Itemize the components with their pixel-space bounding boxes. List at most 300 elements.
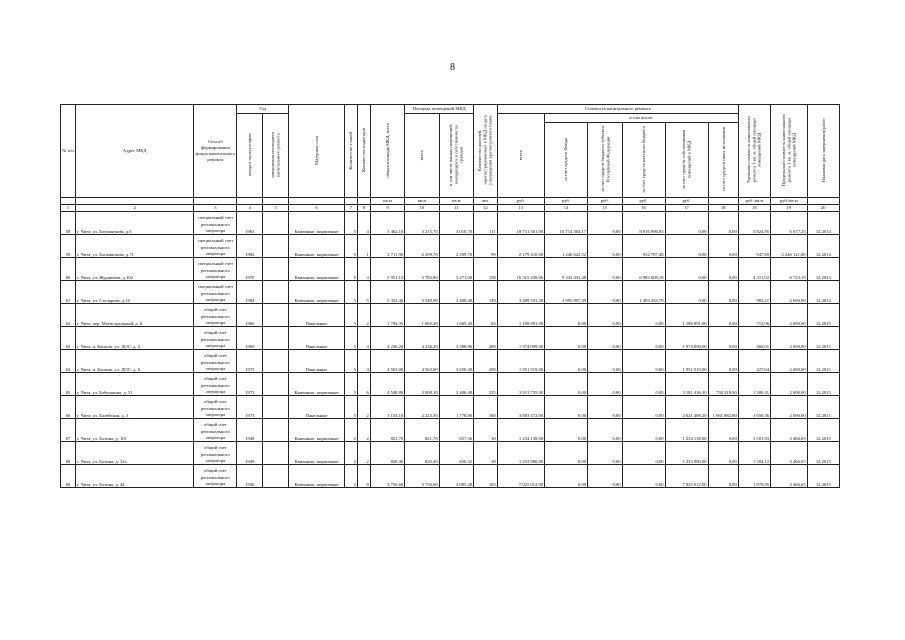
address-cell: г. Чита, ул. Ботина, д. 101 — [76, 419, 194, 442]
wall-material-cell: Панельные — [289, 304, 345, 327]
header-cost-owners: за счет средств собственников помещений в МКД — [665, 123, 708, 198]
unit-cell: руб. — [588, 198, 622, 205]
area-total-cell: 821,70 — [405, 419, 439, 442]
table-row — [61, 465, 840, 488]
entrances-cell: 2 — [357, 442, 370, 465]
cost-total-cell: 7 025 012,00 — [497, 465, 544, 488]
cost-total-cell: 1 233 980,00 — [497, 442, 544, 465]
cost-other-cell: 0,00 — [708, 304, 738, 327]
cost-owners-cell: 1 974 099,00 — [665, 327, 708, 350]
cost-other-cell: 1 061 882,80 — [708, 396, 738, 419]
unit-cell — [76, 198, 194, 205]
unit-cell — [194, 198, 237, 205]
floors-cell: 5 — [344, 396, 357, 419]
year-commission-cell: 1975 — [237, 350, 263, 373]
unit-cell: кв.м — [439, 198, 473, 205]
floors-cell: 9 — [344, 235, 357, 258]
fund-method-cell: общий счет регионального оператора — [194, 373, 237, 396]
residents-cell: 200 — [474, 327, 498, 350]
header-area-group: Площадь помещений МКД — [405, 105, 474, 114]
column-number: 20 — [807, 205, 839, 212]
year-last-repair-cell — [263, 235, 289, 258]
residents-cell: 84 — [474, 304, 498, 327]
table-row — [61, 442, 840, 465]
entrances-cell: 4 — [357, 350, 370, 373]
unit-cell: руб. — [545, 198, 588, 205]
address-cell: г. Чита, ул. Ботина, д. 32а — [76, 442, 194, 465]
table-row — [61, 281, 840, 304]
residents-cell: 111 — [474, 212, 498, 235]
wall-material-cell: Каменные, кирпичные — [289, 235, 345, 258]
address-cell: г. Чита, ул. Богомягкова, д.6 — [76, 212, 194, 235]
address-cell: г. Чита, ул. Бабушкина, д. 51 — [76, 373, 194, 396]
cost-owners-cell: 0,00 — [665, 281, 708, 304]
cost-region-cell: 0,00 — [588, 419, 622, 442]
area-owned-cell: 3 388,96 — [439, 327, 473, 350]
limit-cost-cell: 2 690,00 — [771, 327, 808, 350]
area-total-cell: 820,40 — [405, 442, 439, 465]
wall-material-cell: Панельные — [289, 350, 345, 373]
limit-cost-cell: 3 466,65 — [771, 465, 808, 488]
unit-cell: кв.м — [405, 198, 439, 205]
row-number: 66 — [61, 396, 76, 419]
header-cost-other: за счет средств иных источников — [708, 123, 738, 198]
fund-method-cell: общий счет регионального оператора — [194, 442, 237, 465]
total-area-cell: 4 236,20 — [370, 327, 404, 350]
header-year-last-repair: завершения последнего капитального ремонта — [263, 114, 289, 198]
area-owned-cell: 3 005,28 — [439, 465, 473, 488]
column-number: 19 — [771, 205, 808, 212]
wall-material-cell: Каменные, кирпичные — [289, 281, 345, 304]
header-cost-local: за счет средств местного бюджета — [622, 123, 665, 198]
cost-total-cell: 3 489 331,28 — [497, 281, 544, 304]
year-commission-cell: 1949 — [237, 442, 263, 465]
cost-owners-cell: 7 025 012,00 — [665, 465, 708, 488]
page-number: 8 — [450, 62, 455, 73]
entrances-cell: 2 — [357, 396, 370, 419]
row-number: 63 — [61, 327, 76, 350]
entrances-cell: 4 — [357, 327, 370, 350]
header-incl: в том числе: — [545, 114, 739, 123]
total-area-cell: 820,40 — [370, 442, 404, 465]
fund-method-cell: общий счет регионального оператора — [194, 304, 237, 327]
year-last-repair-cell — [263, 419, 289, 442]
header-floors: Количество этажей — [344, 105, 357, 198]
residents-cell: 225 — [474, 373, 498, 396]
total-area-cell: 1 794,35 — [370, 304, 404, 327]
unit-cost-cell: 427,64 — [738, 350, 770, 373]
column-number: 15 — [588, 205, 622, 212]
area-owned-cell: 3 010,70 — [439, 212, 473, 235]
unit-cell — [807, 198, 839, 205]
unit-cost-cell: 466,01 — [738, 327, 770, 350]
row-number: 60 — [61, 258, 76, 281]
cost-owners-cell: 0,00 — [665, 212, 708, 235]
cost-total-cell: 1 974 099,00 — [497, 327, 544, 350]
year-commission-cell: 1973 — [237, 396, 263, 419]
unit-cell — [708, 198, 738, 205]
unit-cost-cell: 1 656,56 — [738, 396, 770, 419]
cost-local-cell: 932 787,48 — [622, 235, 665, 258]
wall-material-cell: Панельные — [289, 396, 345, 419]
address-cell: г. Чита, п. Каштак, ул. ДОС, д. 2 — [76, 327, 194, 350]
area-owned-cell: 3 650,40 — [439, 350, 473, 373]
residents-cell: 105 — [474, 465, 498, 488]
table-row — [61, 258, 840, 281]
total-area-cell: 5 951,12 — [370, 258, 404, 281]
cost-other-cell: 0,00 — [708, 235, 738, 258]
unit-cost-cell: 947,69 — [738, 235, 770, 258]
header-row-1 — [61, 105, 840, 114]
cost-fund-cell: 1 246 622,52 — [545, 235, 588, 258]
unit-cost-cell: 713,96 — [738, 304, 770, 327]
column-number: 3 — [194, 205, 237, 212]
row-number: 69 — [61, 465, 76, 488]
column-number: 2 — [76, 205, 194, 212]
column-number: 18 — [738, 205, 770, 212]
cost-other-cell: 730 318,90 — [708, 373, 738, 396]
cost-total-cell: 3 911 755,00 — [497, 373, 544, 396]
planned-date-cell: 12.2015 — [807, 373, 839, 396]
year-commission-cell: 1970 — [237, 258, 263, 281]
year-commission-cell: 1936 — [237, 465, 263, 488]
table-row — [61, 304, 840, 327]
area-owned-cell: 2 406,48 — [439, 373, 473, 396]
cost-local-cell: 0,00 — [622, 373, 665, 396]
cost-owners-cell: 1 951 519,00 — [665, 350, 708, 373]
floors-cell: 2 — [344, 419, 357, 442]
header-address: Адрес МКД — [76, 105, 194, 198]
header-unit-cost: Удельная стоимость капитального ремонта 1 кв. м. общей площади помещений МКД — [738, 105, 770, 198]
column-number: 10 — [405, 205, 439, 212]
cost-local-cell: 6 983 008,18 — [622, 258, 665, 281]
cost-owners-cell: 1 233 980,00 — [665, 442, 708, 465]
planned-date-cell: 12.2015 — [807, 465, 839, 488]
entrances-cell: 1 — [357, 235, 370, 258]
area-owned-cell: 656,32 — [439, 442, 473, 465]
total-area-cell: 5 352,40 — [370, 281, 404, 304]
address-cell: г. Чита, ул. Богомягкова, д.71 — [76, 235, 194, 258]
year-last-repair-cell — [263, 396, 289, 419]
cost-other-cell: 0,00 — [708, 419, 738, 442]
header-year-group: Год — [237, 105, 289, 114]
column-number: 9 — [370, 205, 404, 212]
unit-cell — [344, 198, 357, 205]
table-body — [61, 212, 840, 488]
year-commission-cell: 1973 — [237, 373, 263, 396]
residents-cell: 158 — [474, 258, 498, 281]
cost-local-cell: 0,00 — [622, 396, 665, 419]
row-number: 59 — [61, 235, 76, 258]
area-total-cell: 3 783,80 — [405, 258, 439, 281]
cost-fund-cell: 0,00 — [545, 373, 588, 396]
cost-local-cell: 1 493 433,79 — [622, 281, 665, 304]
planned-date-cell: 12.2015 — [807, 396, 839, 419]
year-last-repair-cell — [263, 442, 289, 465]
cost-other-cell: 0,00 — [708, 442, 738, 465]
unit-cell: руб. — [665, 198, 708, 205]
table-row — [61, 235, 840, 258]
year-last-repair-cell — [263, 465, 289, 488]
cost-total-cell: 1 234 138,00 — [497, 419, 544, 442]
area-owned-cell: 1 778,80 — [439, 396, 473, 419]
fund-method-cell: общий счет регионального оператора — [194, 419, 237, 442]
address-cell: г. Чита, ул. Журавлева, д.102 — [76, 258, 194, 281]
column-number: 11 — [439, 205, 473, 212]
row-number: 61 — [61, 281, 76, 304]
cost-region-cell: 0,00 — [588, 373, 622, 396]
cost-region-cell: 0,00 — [588, 281, 622, 304]
cost-fund-cell: 1 995 897,49 — [545, 281, 588, 304]
table-row — [61, 396, 840, 419]
year-last-repair-cell — [263, 281, 289, 304]
planned-date-cell: 12.2015 — [807, 442, 839, 465]
header-fund-method: Способ формирования фонда капитального ремонта — [194, 105, 237, 198]
header-area-total: всего — [405, 114, 439, 198]
wall-material-cell: Каменные, кирпичные — [289, 465, 345, 488]
column-number: 18 — [708, 205, 738, 212]
floors-cell: 2 — [344, 465, 357, 488]
unit-cell: руб./кв.м — [738, 198, 770, 205]
total-area-cell: 4 548,80 — [370, 373, 404, 396]
table-row — [61, 350, 840, 373]
entrances-cell: 8 — [357, 465, 370, 488]
planned-date-cell: 12.2015 — [807, 350, 839, 373]
limit-cost-cell: 6 723,19 — [771, 258, 808, 281]
address-cell: г. Чита, п. Каштак, ул. ДОС, д. 6 — [76, 350, 194, 373]
floors-cell: 5 — [344, 350, 357, 373]
unit-cell — [357, 198, 370, 205]
limit-cost-cell: 3 466,65 — [771, 419, 808, 442]
address-cell: г. Чита, пер. Магистральный, д. 6 — [76, 304, 194, 327]
year-last-repair-cell — [263, 350, 289, 373]
limit-cost-cell: 3 466,65 — [771, 442, 808, 465]
unit-cell — [61, 198, 76, 205]
cost-total-cell: 16 315 439,66 — [497, 258, 544, 281]
column-number: 17 — [665, 205, 708, 212]
entrances-cell: 5 — [357, 281, 370, 304]
unit-cell — [289, 198, 345, 205]
cost-region-cell: 0,00 — [588, 235, 622, 258]
area-owned-cell: 2 299,70 — [439, 235, 473, 258]
header-limit-cost: Предельная стоимость капитального ремонта 1 кв. м. общей площади помещений МКД — [771, 105, 808, 198]
wall-material-cell: Каменные, кирпичные — [289, 419, 345, 442]
area-total-cell: 3 548,90 — [405, 281, 439, 304]
planned-date-cell: 12.2015 — [807, 327, 839, 350]
floors-cell: 2 — [344, 442, 357, 465]
cost-local-cell: 0,00 — [622, 419, 665, 442]
cost-fund-cell: 0,00 — [545, 442, 588, 465]
column-number: 5 — [263, 205, 289, 212]
residents-cell: 160 — [474, 396, 498, 419]
residents-cell: 30 — [474, 419, 498, 442]
unit-cell: руб. — [622, 198, 665, 205]
unit-cell: чел. — [474, 198, 498, 205]
unit-cell — [237, 198, 263, 205]
row-number: 62 — [61, 304, 76, 327]
cost-region-cell: 0,00 — [588, 327, 622, 350]
entrances-cell: 2 — [357, 419, 370, 442]
column-number: 12 — [474, 205, 498, 212]
entrances-cell: 6 — [357, 373, 370, 396]
fund-method-cell: общий счет регионального оператора — [194, 465, 237, 488]
year-commission-cell: 1963 — [237, 212, 263, 235]
unit-cell: руб. — [497, 198, 544, 205]
cost-fund-cell: 0,00 — [545, 419, 588, 442]
wall-material-cell: Каменные, кирпичные — [289, 373, 345, 396]
header-cost-region: за счет средств бюджета субъекта Российской Федерации — [588, 123, 622, 198]
address-cell: г. Чита, ул. Ботина, д. 44 — [76, 465, 194, 488]
cost-other-cell: 0,00 — [708, 281, 738, 304]
residents-cell: 149 — [474, 281, 498, 304]
fund-method-cell: общий счет регионального оператора — [194, 350, 237, 373]
year-last-repair-cell — [263, 258, 289, 281]
row-number: 64 — [61, 350, 76, 373]
cost-total-cell: 3 683 372,00 — [497, 396, 544, 419]
limit-cost-cell: 2 690,00 — [771, 350, 808, 373]
cost-local-cell: 0,00 — [622, 442, 665, 465]
header-wall-material: Материал стен — [289, 105, 345, 198]
column-number: 7 — [344, 205, 357, 212]
area-owned-cell: 657,36 — [439, 419, 473, 442]
wall-material-cell: Каменные, кирпичные — [289, 442, 345, 465]
address-cell: г. Чита, ул. Балейская, д. 3 — [76, 396, 194, 419]
row-number: 58 — [61, 212, 76, 235]
cost-region-cell: 0,00 — [588, 258, 622, 281]
wall-material-cell: Панельные — [289, 327, 345, 350]
cost-region-cell: 0,00 — [588, 465, 622, 488]
cost-local-cell: 0,00 — [622, 304, 665, 327]
unit-cost-cell: 1 504,12 — [738, 442, 770, 465]
fund-method-cell: специальный счет регионального оператора — [194, 258, 237, 281]
table-row — [61, 419, 840, 442]
cost-owners-cell: 2 621 489,20 — [665, 396, 708, 419]
entrances-cell: 2 — [357, 304, 370, 327]
header-cost-fund: за счет средств Фонда — [545, 123, 588, 198]
wall-material-cell: Каменные, кирпичные — [289, 258, 345, 281]
header-area-owned: в том числе жилых помещений, находящихся в собственности граждан — [439, 114, 473, 198]
cost-fund-cell: 0,00 — [545, 327, 588, 350]
cost-local-cell: 0,00 — [622, 350, 665, 373]
column-number: 1 — [61, 205, 76, 212]
cost-owners-cell: 1 188 891,00 — [665, 304, 708, 327]
planned-date-cell: 12.2014 — [807, 212, 839, 235]
header-cost-group: Стоимость капитального ремонта — [497, 105, 738, 114]
limit-cost-cell: 2 246 121,00 — [771, 235, 808, 258]
limit-cost-cell: 2 690,00 — [771, 281, 808, 304]
area-total-cell: 2 223,50 — [405, 396, 439, 419]
unit-cell — [263, 198, 289, 205]
planned-date-cell: 12.2014 — [807, 235, 839, 258]
cost-region-cell: 0,00 — [588, 396, 622, 419]
limit-cost-cell: 6 677,25 — [771, 212, 808, 235]
entrances-cell: 4 — [357, 212, 370, 235]
wall-material-cell: Каменные, кирпичные — [289, 212, 345, 235]
planned-date-cell: 12.2015 — [807, 304, 839, 327]
total-area-cell: 3 756,60 — [370, 465, 404, 488]
cost-owners-cell: 3 181 436,10 — [665, 373, 708, 396]
header-planned-date: Плановая дата завершения работ — [807, 105, 839, 198]
column-number-row — [61, 205, 840, 212]
cost-owners-cell: 1 234 138,00 — [665, 419, 708, 442]
year-commission-cell: 1982 — [237, 235, 263, 258]
cost-fund-cell: 0,00 — [545, 304, 588, 327]
area-total-cell: 3 756,60 — [405, 465, 439, 488]
year-last-repair-cell — [263, 373, 289, 396]
cost-other-cell: 0,00 — [708, 465, 738, 488]
unit-cost-cell: 983,21 — [738, 281, 770, 304]
cost-total-cell: 18 731 301,00 — [497, 212, 544, 235]
column-number: 16 — [622, 205, 665, 212]
cost-region-cell: 0,00 — [588, 350, 622, 373]
year-last-repair-cell — [263, 327, 289, 350]
unit-cost-cell: 1 300,41 — [738, 373, 770, 396]
header-residents: Количество жителей, зарегистрированных в МКД на дату утверждения краткосрочного плана — [474, 105, 498, 198]
cost-fund-cell: 0,00 — [545, 465, 588, 488]
year-commission-cell: 1948 — [237, 419, 263, 442]
cost-local-cell: 0,00 — [622, 465, 665, 488]
cost-region-cell: 0,00 — [588, 442, 622, 465]
area-owned-cell: 3 471,00 — [439, 258, 473, 281]
fund-method-cell: специальный счет регионального оператора — [194, 281, 237, 304]
area-total-cell: 2 299,70 — [405, 235, 439, 258]
units-row — [61, 198, 840, 205]
year-commission-cell: 1966 — [237, 304, 263, 327]
residents-cell: 30 — [474, 442, 498, 465]
floors-cell: 5 — [344, 258, 357, 281]
area-owned-cell: 1 665,20 — [439, 304, 473, 327]
cost-region-cell: 0,00 — [588, 212, 622, 235]
unit-cost-cell: 1 501,93 — [738, 419, 770, 442]
year-last-repair-cell — [263, 304, 289, 327]
residents-cell: 99 — [474, 235, 498, 258]
floors-cell: 5 — [344, 304, 357, 327]
fund-method-cell: общий счет регионального оператора — [194, 396, 237, 419]
floors-cell: 5 — [344, 327, 357, 350]
fund-method-cell: специальный счет регионального оператора — [194, 212, 237, 235]
column-number: 4 — [237, 205, 263, 212]
cost-other-cell: 0,00 — [708, 327, 738, 350]
header-num: № п/п — [61, 105, 76, 198]
planned-date-cell: 12.2015 — [807, 419, 839, 442]
cost-total-cell: 1 951 519,00 — [497, 350, 544, 373]
table-row — [61, 327, 840, 350]
unit-cell: руб./кв.м — [771, 198, 808, 205]
total-area-cell: 3 154,10 — [370, 396, 404, 419]
header-cost-total: всего — [497, 114, 544, 198]
unit-cost-cell: 4 311,92 — [738, 258, 770, 281]
cost-other-cell: 0,00 — [708, 350, 738, 373]
floors-cell: 5 — [344, 281, 357, 304]
year-commission-cell: 1984 — [237, 281, 263, 304]
cost-local-cell: 0,00 — [622, 327, 665, 350]
header-total-area: общая площадь МКД, всего — [370, 105, 404, 198]
header-entrances: Количество подъездов — [357, 105, 370, 198]
planned-date-cell: 12.2014 — [807, 258, 839, 281]
column-number: 13 — [497, 205, 544, 212]
header-year-commission: ввода в эксплуатацию — [237, 114, 263, 198]
fund-method-cell: специальный счет регионального оператора — [194, 235, 237, 258]
residents-cell: 200 — [474, 350, 498, 373]
cost-total-cell: 1 188 891,00 — [497, 304, 544, 327]
row-number: 68 — [61, 442, 76, 465]
floors-cell: 5 — [344, 212, 357, 235]
area-total-cell: 3 008,10 — [405, 373, 439, 396]
area-total-cell: 3 215,70 — [405, 212, 439, 235]
unit-cost-cell: 5 824,95 — [738, 212, 770, 235]
area-owned-cell: 3 408,40 — [439, 281, 473, 304]
cost-fund-cell: 0,00 — [545, 396, 588, 419]
